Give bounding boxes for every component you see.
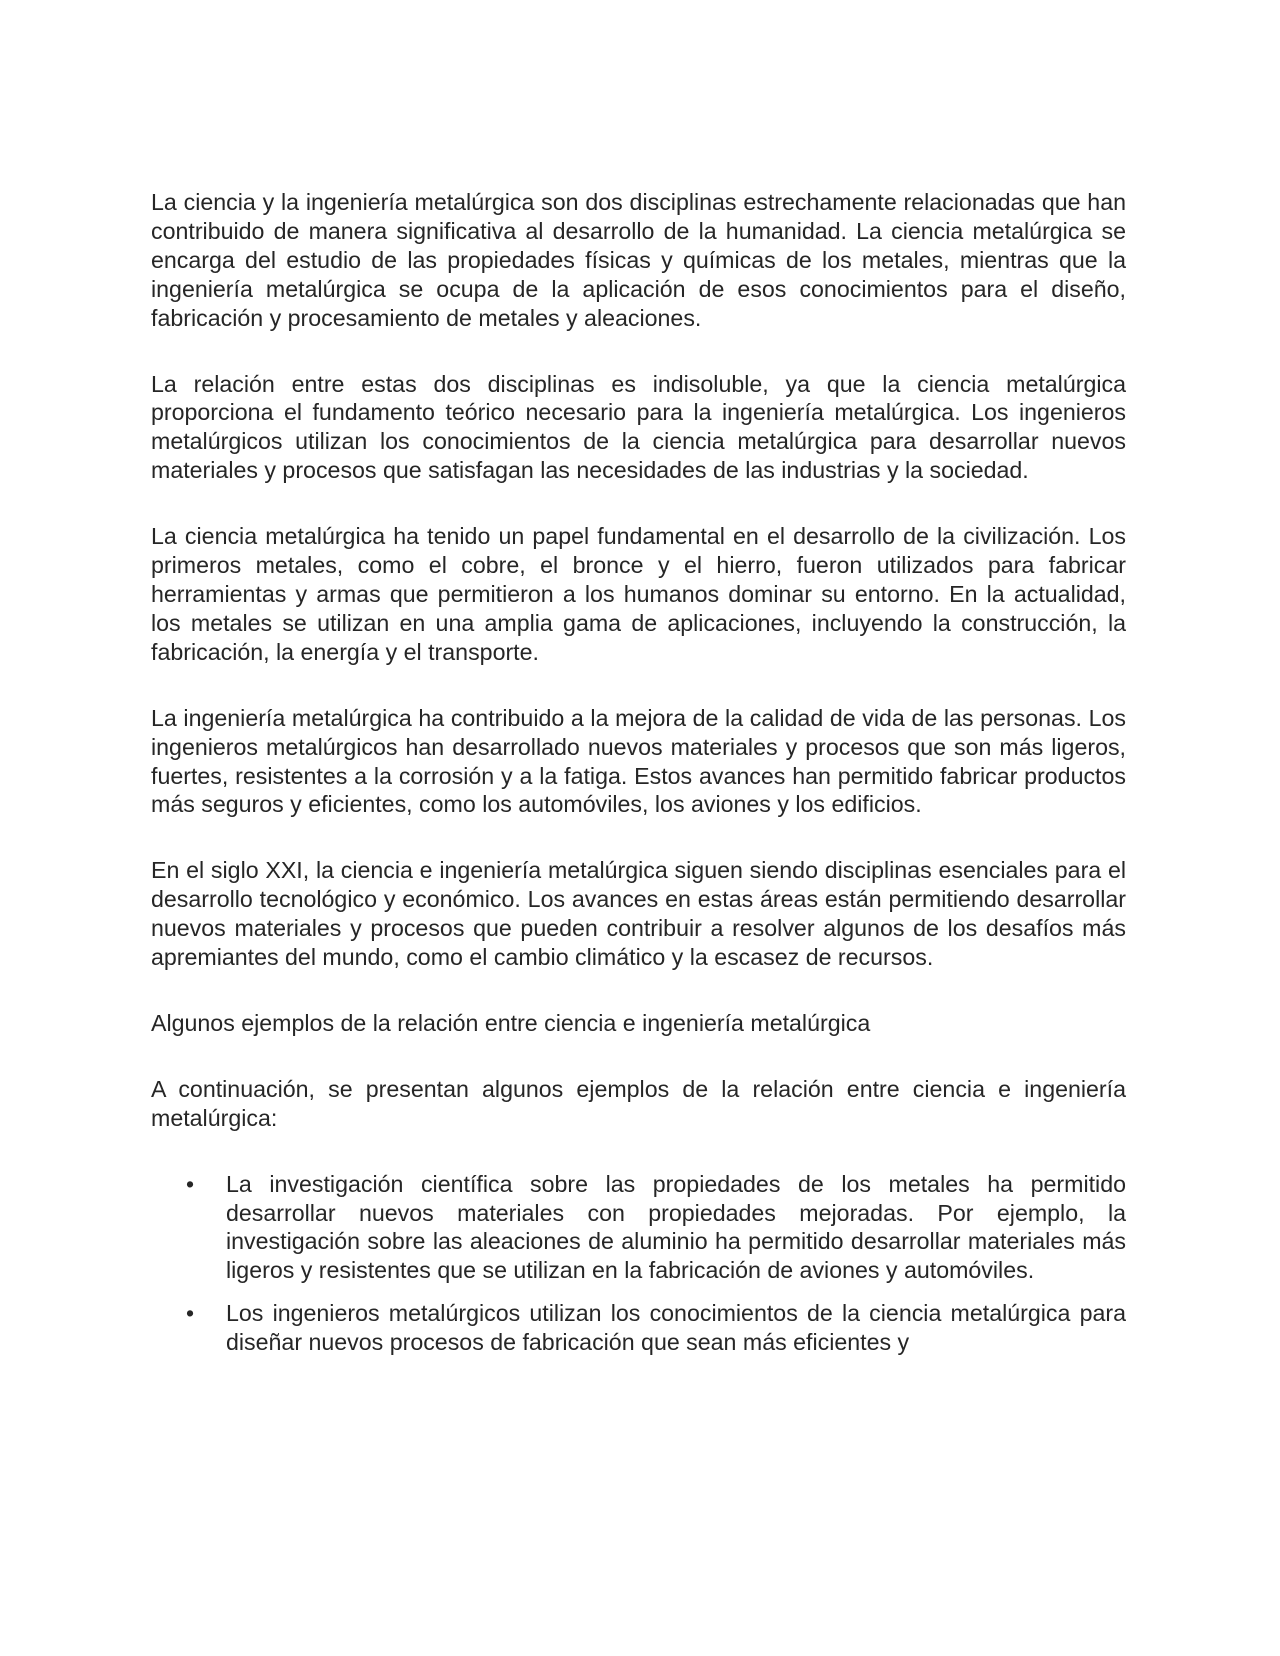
list-item (151, 1170, 1126, 1286)
bullet-icon: • (186, 1300, 195, 1327)
paragraph-21st-century: En el siglo XXI, la ciencia e ingeniería metalúrgica siguen siendo disciplinas esenciales para el desarrollo tecnológico y económico. Los avances en estas áreas están permitiendo desarrollar nuevos materiales y procesos que pueden contribuir a resolver algunos de los desafíos más apremiantes del mundo, como el cambio climático y la escasez de recursos. (151, 857, 1126, 971)
list-item-text: Los ingenieros metalúrgicos utilizan los conocimientos de la ciencia metalúrgica para diseñar nuevos procesos de fabricación que sean más eficientes y (226, 1300, 1126, 1356)
paragraph-intro-disciplines: La ciencia y la ingeniería metalúrgica son dos disciplinas estrechamente relacionadas que han contribuido de manera significativa al desarrollo de la humanidad. La ciencia metalúrgica se encarga del estudio de las propiedades físicas y químicas de los metales, mientras que la ingeniería metalúrgica se ocupa de la aplicación de esos conocimientos para el diseño, fabricación y procesamiento de metales y aleaciones. (151, 189, 1126, 331)
paragraph-examples-intro: A continuación, se presentan algunos ejemplos de la relación entre ciencia e ingeniería metalúrgica: (151, 1075, 1126, 1131)
paragraph-quality-of-life: La ingeniería metalúrgica ha contribuido a la mejora de la calidad de vida de las personas. Los ingenieros metalúrgicos han desarrollado nuevos materiales y procesos que son más ligeros, fuertes, resistentes a la corrosión y a la fatiga. Estos avances han permitido fabricar productos más seguros y eficientes, como los automóviles, los aviones y los edificios. (151, 704, 1126, 818)
paragraph-relationship: La relación entre estas dos disciplinas es indisoluble, ya que la ciencia metalúrgica proporciona el fundamento teórico necesario para la ingeniería metalúrgica. Los ingenieros metalúrgicos utilizan los conocimientos de la ciencia metalúrgica para desarrollar nuevos materiales y procesos que satisfagan las necesidades de las industrias y la sociedad. (151, 370, 1126, 484)
bullet-icon: • (186, 1170, 195, 1197)
document-page (151, 188, 1126, 1371)
section-heading: Algunos ejemplos de la relación entre ciencia e ingeniería metalúrgica (151, 1009, 871, 1036)
list-item-text: La investigación científica sobre las propiedades de los metales ha permitido desarrollar nuevos materiales con propiedades mejoradas. Por ejemplo, la investigación sobre las aleaciones de aluminio ha permitido desarrollar materiales más ligeros y resistentes que se utilizan en la fabricación de aviones y automóviles. (226, 1170, 1126, 1284)
examples-list (151, 1170, 1126, 1358)
list-item (151, 1299, 1126, 1357)
paragraph-civilization: La ciencia metalúrgica ha tenido un papel fundamental en el desarrollo de la civilización. Los primeros metales, como el cobre, el bronce y el hierro, fueron utilizados para fabricar herramientas y armas que permitieron a los humanos dominar su entorno. En la actualidad, los metales se utilizan en una amplia gama de aplicaciones, incluyendo la construcción, la fabricación, la energía y el transporte. (151, 523, 1126, 665)
